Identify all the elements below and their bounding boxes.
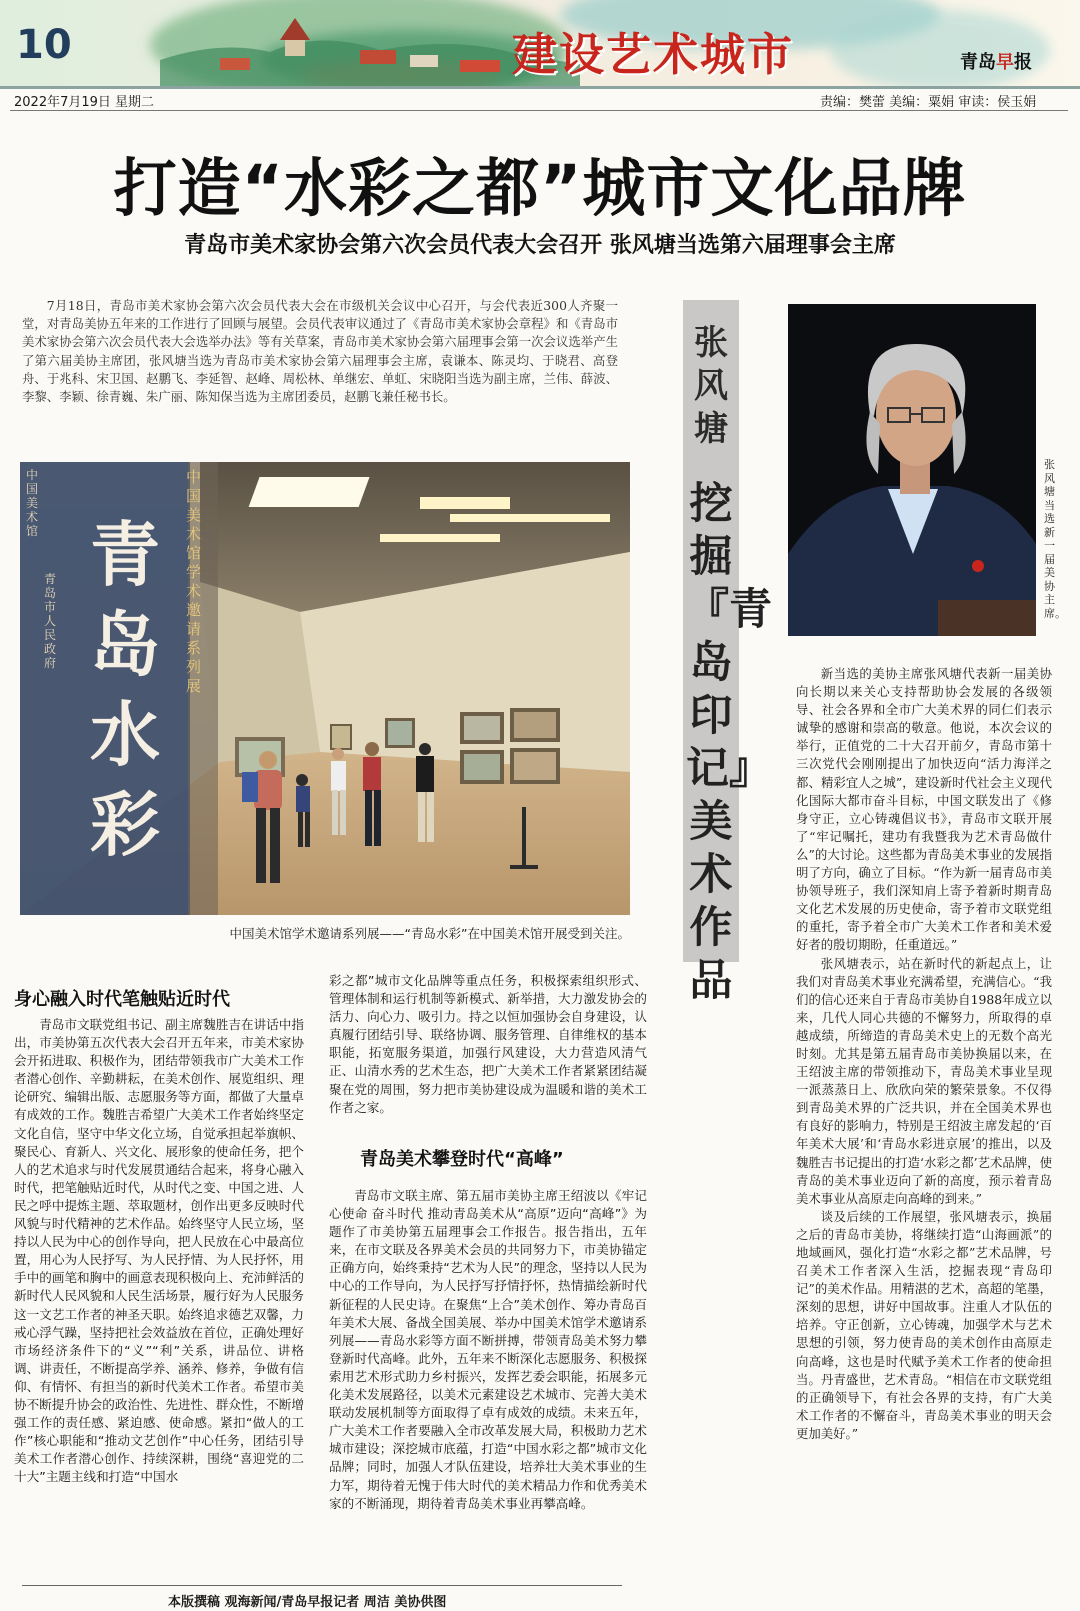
- section1-body: 青岛市文联党组书记、副主席魏胜吉在讲话中指出，市美协第五次代表大会召开五年来，市美术家协会开拓进取、积极作为，团结带领我市广大美术工作者潜心创作、辛勤耕耘，在美术创作、展览组织、理论研究、编辑出版、志愿服务等方面，都做了大量卓有成效的工作。魏胜吉希望广大美术工作者始终坚定文化自信，坚守中华文化立场，自觉承担起举旗帜、聚民心、育新人、兴文化、展形象的使命任务，把个人的艺术追求与时代发展贯通结合起来，将身心融入时代，把笔触贴近时代，从时代之变、中国之进、人民之呼中提炼主题、萃取题材，创作出更多反映时代风貌与时代精神的艺术作品。始终坚守人民立场，坚持以人民为中心的创作导向，把人民放在心中最高位置，用心为人民抒写、为人民抒情、为人民抒怀，用手中的画笔和胸中的画意表现积极向上、充沛鲜活的新时代人民风貌和人民生活场景，履行好为人民服务这一文艺工作者的神圣天职。始终追求德艺双馨，力戒心浮气躁，坚持把社会效益放在首位，正确处理好市场经济条件下的“义”“利”关系，讲品位、讲格调、讲责任，不断提高学养、涵养、修养，争做有信仰、有情怀、有担当的新时代美术工作者。希望市美协不断提升协会的政治性、先进性、群众性，不断增强工作的责任感、紧迫感、使命感。紧扣“做人的工作”核心职能和“推动文艺创作”中心任务，团结引导美术工作者潜心创作、持续深耕，围绕“喜迎党的二十大”主题主线和打造“中国水: [14, 1017, 304, 1485]
- section-title: 建设艺术城市: [512, 28, 795, 81]
- banner-text-government: 青岛市人民政府: [44, 572, 57, 670]
- footer-credit: 本版撰稿 观海新闻/青岛早报记者 周洁 美协供图: [168, 1595, 447, 1610]
- header-divider: [10, 110, 1068, 111]
- masthead-rule: [0, 86, 1080, 89]
- sidebar-article: [796, 665, 1052, 1443]
- banner-series-title: 中国美术馆学术邀请系列展: [186, 468, 202, 695]
- footer-rule: [22, 1585, 622, 1586]
- exhibition-photo: [20, 462, 630, 915]
- section1-heading: 身心融入时代笔触贴近时代: [14, 989, 230, 1010]
- section1-continued: 彩之都”城市文化品牌等重点任务，积极探索组织形式、管理体制和运行机制等新模式、新举措，大力激发协会的活力、向心力、吸引力。持之以恒加强协会自身建设，认真履行团结引导、联络协调、服务管理、自律维权的基本职能，拓宽服务渠道，加强行风建设，大力营造风清气正、山清水秀的艺术生态，把广大美术工作者紧紧团结凝聚在党的周围，努力把市美协建设成为温暖和谐的美术工作者之家。: [329, 973, 647, 1115]
- sidebar-title: 挖掘『青岛印记』美术作品: [686, 479, 772, 1006]
- sidebar-paragraph-2: 张风塘表示，站在新时代的新起点上，让我们对青岛美术事业充满希望，充满信心。“我们的信心还来自于青岛市美协自1988年成立以来，几代人同心共德的不懈努力，所取得的卓越成绩，所缔造的青岛美术史上的无数个高光时刻。尤其是第五届青岛市美协换届以来，在王绍波主席的带领推动下，青岛美术事业呈现一派蒸蒸日上、欣欣向荣的繁荣景象。不仅得到青岛美术界的广泛共识，并在全国美术界也有良好的影响力，特别是王绍波主席发起的‘百年美术大展’和‘青岛水彩进京展’的推出，以及魏胜吉书记提出的打造‘水彩之都’艺术品牌，使青岛的美术事业迈向了新的高度，预示着青岛美术事业从高原走向高峰的到来。”: [796, 955, 1052, 1206]
- page-subheadline: 青岛市美术家协会第六次会员代表大会召开 张风塘当选第六届理事会主席: [184, 233, 896, 258]
- editor-credits: 责编：樊蕾 美编：粟娟 审读：侯玉娟: [820, 95, 1037, 110]
- lead-paragraph: 7月18日，青岛市美术家协会第六次会员代表大会在市级机关会议中心召开，与会代表近300人齐聚一堂，对青岛美协五年来的工作进行了回顾与展望。会员代表审议通过了《青岛市美术家协会章程》和《青岛市美术家协会第六次会员代表大会选举办法》等有关草案，青岛市美术家协会第六届理事会第一次会议选举产生了第六届美协主席团，张风塘当选为青岛市美术家协会第六届理事会主席，袁谦本、陈灵均、于晓君、高登舟、于兆科、宋卫国、赵鹏飞、李延智、赵峰、周松林、单继宏、单虹、宋晓阳当选为副主席，兰伟、薛波、李黎、李颖、徐青巍、朱广丽、陈知保当选为主席团委员，赵鹏飞兼任秘书长。: [22, 298, 618, 405]
- photo-caption: 中国美术馆学术邀请系列展——“青岛水彩”在中国美术馆开展受到关注。: [229, 926, 630, 941]
- portrait-caption: 张风塘当选新一届美协主席。: [1044, 458, 1066, 620]
- banner-text-museum: 中国美术馆: [26, 468, 39, 538]
- page-number: 10: [16, 22, 72, 68]
- section2-body: 青岛市文联主席、第五届市美协主席王绍波以《牢记心使命 奋斗时代 推动青岛美术从“高原”迈向“高峰”》为题作了市美协第五届理事会工作报告。报告指出，五年来，在市文联及各界美术会员的共同努力下，市美协锚定正确方向，始终秉持“艺术为人民”的理念，坚持以人民为中心的工作导向，为人民抒写抒情抒怀，热情描绘新时代新征程的人民史诗。在聚焦“上合”美术创作、筹办青岛百年美术大展、备战全国美展、举办中国美术馆学术邀请系列展——青岛水彩等方面不断拼搏，带领青岛美术努力攀登新时代高峰。此外，五年来不断深化志愿服务、积极探索用艺术形式助力乡村振兴，发挥艺委会职能，拓展多元化美术发展路径，以美术元素建设艺术城市、完善大美术联动发展机制等方面取得了卓有成效的成绩。未来五年，广大美术工作者要融入全市改革发展大局，积极助力艺术城市建设；深挖城市底蕴，打造“中国水彩之都”城市文化品牌；同时，加强人才队伍建设，培养壮大美术事业的生力军，期待着无愧于伟大时代的美术精品力作和优秀美术家的不断涌现，期待着青岛美术事业再攀高峰。: [329, 1188, 647, 1511]
- paper-name-prefix: 青岛: [960, 52, 996, 73]
- newspaper-name: [960, 48, 1032, 74]
- section2-heading: 青岛美术攀登时代“高峰”: [360, 1149, 564, 1170]
- sidebar-paragraph-3: 谈及后续的工作展望，张风塘表示，换届之后的青岛市美协，将继续打造“山海画派”的地域画风，强化打造“水彩之都”艺术品牌，号召美术工作者深入生活，挖掘表现“青岛印记”的美术作品。用精湛的艺术，高超的笔墨，深刻的思想，讲好中国故事。注重人才队伍的培养。守正创新，立心铸魂，加强学术与艺术思想的引领，努力使青岛的美术创作由高原走向高峰，这也是时代赋予美术工作者的使命担当。丹青盛世，艺术青岛。“相信在市文联党组的正确领导下，有社会各界的支持，有广大美术工作者的不懈奋斗，青岛美术事业的明天会更加美好。”: [796, 1208, 1052, 1441]
- banner-calligraphy: 青岛水彩: [90, 513, 160, 866]
- paper-name-accent: 早: [996, 52, 1014, 73]
- portrait-photo: [788, 304, 1036, 636]
- sidebar-paragraph-1: 新当选的美协主席张风塘代表新一届美协向长期以来关心支持帮助协会发展的各级领导、社会各界和全市广大美术界的同仁们表示诚挚的感谢和崇高的敬意。他说，本次会议的举行，正值党的二十大召开前夕，青岛市第十三次党代会刚刚提出了加快迈向“活力海洋之都、精彩宜人之城”，建设新时代社会主义现代化国际大都市奋斗目标，中国文联发出了《修身守正，立心铸魂倡议书》，青岛市文联开展了“牢记嘱托，建功有我暨我为艺术青岛做什么”的大讨论。这些都为青岛美术事业的发展指明了方向，确立了目标。“作为新一届青岛市美协领导班子，我们深知肩上寄予着新时期青岛文化艺术发展的历史使命，寄予着市文联党组的重托，寄予着全市广大美术工作者和美术爱好者的殷切期盼，任重道远。”: [796, 666, 1052, 953]
- sidebar-name: 张风塘: [694, 323, 728, 449]
- publication-date: 2022年7月19日 星期二: [14, 95, 155, 110]
- paper-name-suffix: 报: [1014, 52, 1032, 73]
- page-headline: 打造“水彩之都”城市文化品牌: [113, 152, 967, 225]
